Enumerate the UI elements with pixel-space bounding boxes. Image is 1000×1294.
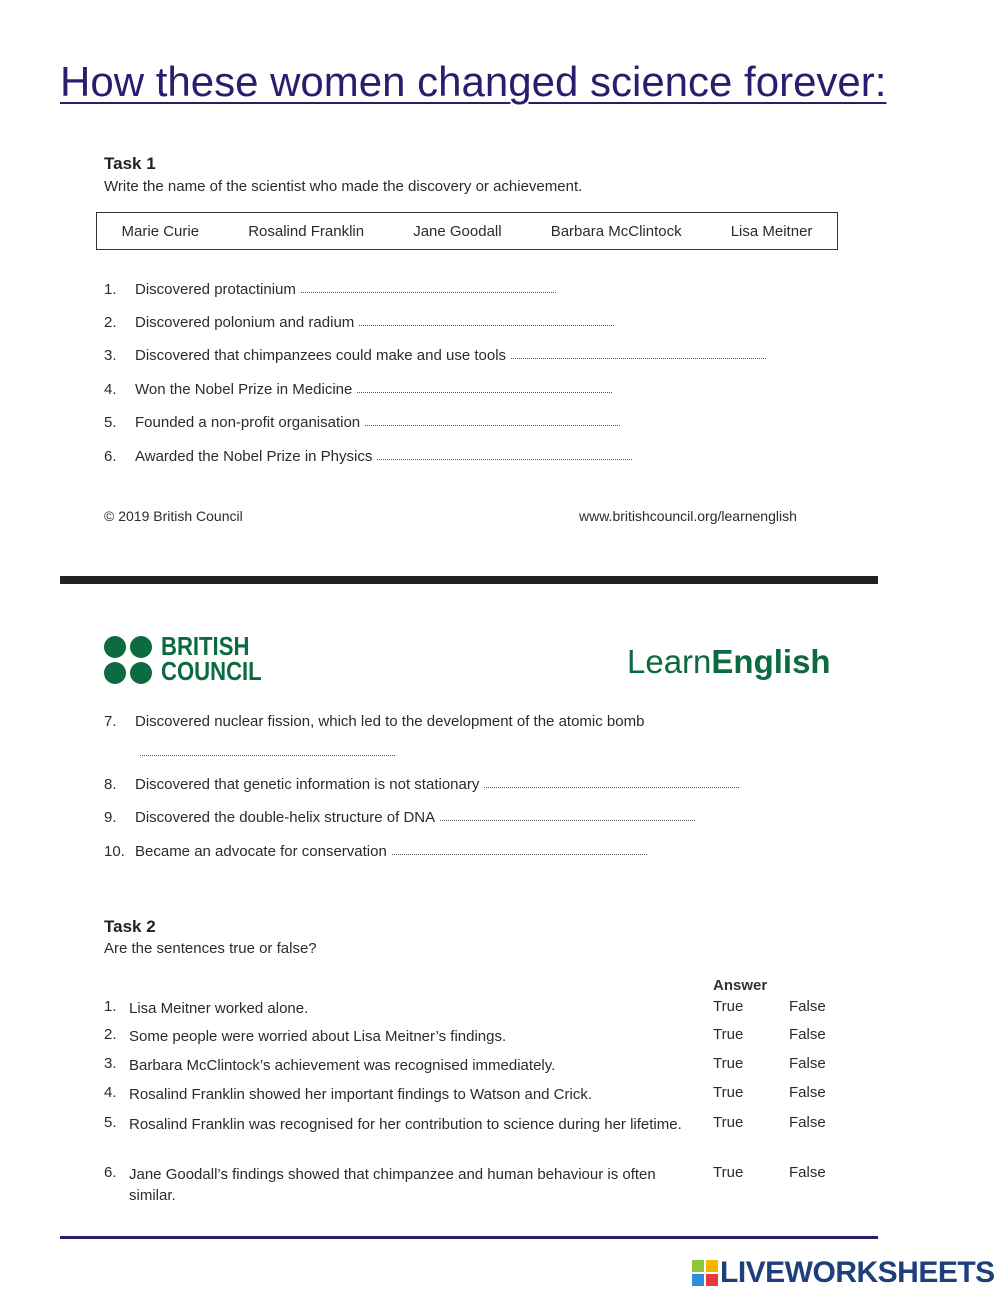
liveworksheets-logo [692,1256,995,1290]
task1-item [104,381,612,398]
logo-text: LIVEWORKSHEETS [720,1256,995,1289]
answer-blank[interactable] [359,314,614,326]
task1-item [104,347,766,364]
item-number: 10. [104,843,125,860]
item-number: 4. [104,1084,117,1101]
false-option[interactable]: False [789,1114,826,1131]
true-option[interactable]: True [713,1055,744,1072]
false-option[interactable]: False [789,1026,826,1043]
logo-text: COUNCIL [161,656,262,686]
bottom-divider [60,1236,878,1239]
item-number: 2. [104,1026,117,1043]
footer-url: www.britishcouncil.org/learnenglish [579,508,797,524]
item-number: 3. [104,347,117,364]
item-text: Discovered polonium and radium [135,314,355,331]
true-option[interactable]: True [713,1164,744,1181]
item-number: 3. [104,1055,117,1072]
item-text: Won the Nobel Prize in Medicine [135,381,353,398]
item-text: Discovered that chimpanzees could make and use tools [135,347,507,364]
name-option: Barbara McClintock [550,222,682,240]
item-text: Discovered that genetic information is not stationary [135,776,480,793]
item-number: 6. [104,1164,117,1181]
item-text: Barbara McClintock’s achievement was recognised immediately. [129,1057,556,1074]
item-number: 7. [104,713,117,730]
name-option: Marie Curie [121,222,200,240]
answer-blank[interactable] [140,744,395,756]
name-option: Jane Goodall [413,222,502,240]
false-option[interactable]: False [789,1084,826,1101]
answer-blank[interactable] [440,809,695,821]
answer-blank[interactable] [357,381,612,393]
answer-blank[interactable] [484,776,739,788]
page-title: How these women changed science forever: [60,58,887,105]
task1-item [104,314,614,331]
task1-item [104,809,695,826]
answer-blank[interactable] [365,414,620,426]
task1-item [104,281,556,298]
true-option[interactable]: True [713,1026,744,1043]
true-option[interactable]: True [713,1114,744,1131]
false-option[interactable]: False [789,1164,826,1181]
task1-instruction: Write the name of the scientist who made the discovery or achievement. [104,178,583,195]
true-option[interactable]: True [713,998,744,1015]
british-council-dots-icon [103,634,155,686]
page-divider [60,576,878,584]
live-blocks-icon [692,1260,718,1286]
logo-text: Learn [627,643,712,680]
answer-blank[interactable] [377,448,632,460]
item-text: Awarded the Nobel Prize in Physics [135,448,373,465]
item-number: 8. [104,776,117,793]
false-option[interactable]: False [789,998,826,1015]
item-text: Jane Goodall’s findings showed that chimpanzee and human behaviour is often similar. [129,1166,656,1204]
item-number: 4. [104,381,117,398]
false-option[interactable]: False [789,1055,826,1072]
logo-text: BRITISH [161,631,250,661]
item-text: Some people were worried about Lisa Meitner’s findings. [129,1028,507,1045]
item-number: 2. [104,314,117,331]
item-number: 6. [104,448,117,465]
task2-instruction: Are the sentences true or false? [104,940,317,957]
item-text: Lisa Meitner worked alone. [129,1000,309,1017]
item-text: Discovered nuclear fission, which led to the development of the atomic bomb [135,713,645,730]
item-text: Rosalind Franklin showed her important findings to Watson and Crick. [129,1086,592,1103]
task1-item [104,713,644,730]
item-number: 1. [104,998,117,1015]
task1-item [104,843,647,860]
logo-text: English [711,643,831,680]
item-text: Founded a non-profit organisation [135,414,361,431]
learnenglish-logo [627,643,831,681]
name-option: Lisa Meitner [730,222,813,240]
item-number: 5. [104,414,117,431]
item-text: Rosalind Franklin was recognised for her contribution to science during her lifetime. [129,1116,682,1133]
answer-blank[interactable] [392,843,647,855]
task1-item [104,776,739,793]
item-number: 1. [104,281,117,298]
answer-blank[interactable] [301,281,556,293]
task1-item [104,448,632,465]
name-bank [96,212,838,250]
item-text: Became an advocate for conservation [135,843,387,860]
item-number: 5. [104,1114,117,1131]
copyright: © 2019 British Council [104,508,243,524]
item-text: Discovered the double-helix structure of DNA [135,809,436,826]
answer-header: Answer [713,977,768,994]
item-text: Discovered protactinium [135,281,296,298]
name-option: Rosalind Franklin [248,222,365,240]
item-number: 9. [104,809,117,826]
task1-heading: Task 1 [104,154,156,173]
true-option[interactable]: True [713,1084,744,1101]
task1-item [104,414,620,431]
british-council-logo [103,631,262,691]
task2-heading: Task 2 [104,917,156,936]
answer-blank[interactable] [511,347,766,359]
